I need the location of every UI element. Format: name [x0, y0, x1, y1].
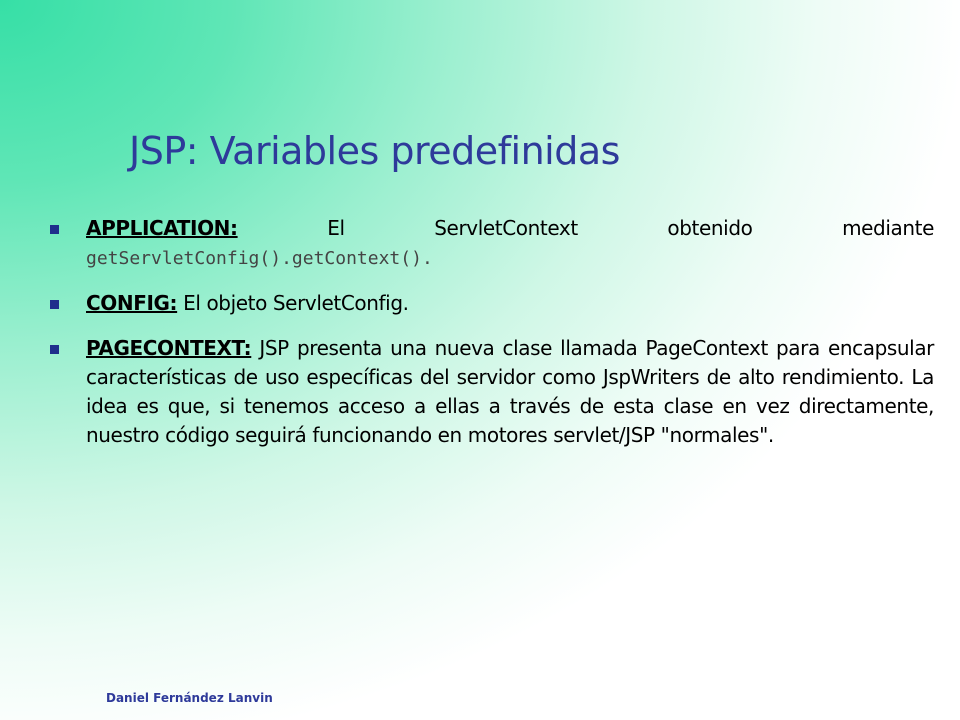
square-bullet-icon [50, 300, 59, 309]
bullet-keyword: CONFIG: [86, 291, 178, 315]
bullet-item-config [50, 289, 934, 318]
bullet-item-pagecontext [50, 334, 934, 450]
bullet-item-application [50, 214, 934, 273]
bullet-keyword: PAGECONTEXT: [86, 336, 252, 360]
bullet-text: El ServletContext obtenido mediante [237, 216, 934, 240]
bullet-list [50, 214, 934, 466]
bullet-text: El objeto ServletConfig. [177, 291, 409, 315]
footer-author: Daniel Fernández Lanvin [106, 691, 273, 705]
bullet-text: JSP presenta una nueva clase llamada PageContext para encapsular características de uso específicas del servidor como JspWriters de alto rendimiento. La idea es que, si tenemos acceso a ellas a través de esta clase en vez directamente, nuestro código seguirá funcionando en motores servlet/JSP "normales". [86, 336, 934, 447]
bullet-keyword: APPLICATION: [86, 216, 238, 240]
slide-title: JSP: Variables predefinidas [129, 129, 620, 173]
square-bullet-icon [50, 345, 59, 354]
bullet-code: getServletConfig().getContext(). [86, 248, 433, 269]
square-bullet-icon [50, 225, 59, 234]
